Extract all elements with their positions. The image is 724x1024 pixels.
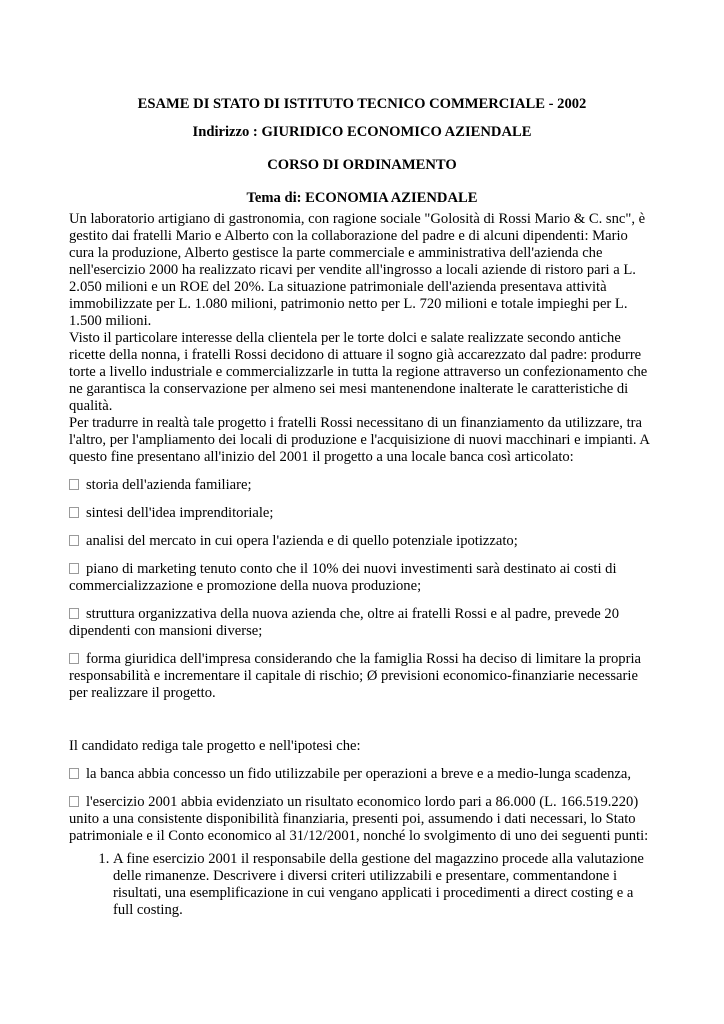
bullet-box-icon bbox=[69, 608, 79, 619]
numbered-item: 1. A fine esercizio 2001 il responsabile della gestione del magazzino procede alla valutazione delle rimanenze. Descrivere i diversi criteri utilizzabili e presentare, commentandone i risultati, una esemplificazione in cui vengano applicati i procedimenti a direct costing e a full costing. bbox=[113, 851, 655, 919]
exam-course: CORSO DI ORDINAMENTO bbox=[267, 157, 457, 173]
list-item: storia dell'azienda familiare; bbox=[69, 477, 655, 494]
numbered-list bbox=[69, 851, 655, 919]
list-item: l'esercizio 2001 abbia evidenziato un risultato economico lordo pari a 86.000 (L. 166.519.220) unito a una consistente disponibilità finanziaria, presenti poi, assumendo i dati necessari, lo Stato patrimoniale e il Conto economico al 31/12/2001, nonché lo svolgimento di uno dei seguenti punti: bbox=[69, 794, 649, 844]
bullet-box-icon bbox=[69, 653, 79, 664]
bullet-box-icon bbox=[69, 563, 79, 574]
list-item: analisi del mercato in cui opera l'azienda e di quello potenziale ipotizzato; bbox=[69, 533, 655, 550]
context-paragraph: Visto il particolare interesse della clientela per le torte dolci e salate realizzate secondo antiche ricette della nonna, i fratelli Rossi decidono di attuare il sogno già accarezzato dal padre: produrre torte a livello industriale e commercializzarle in tutta la regione attraverso un confezionamento che ne garantisca la conservazione per almeno sei mesi mantenendone inalterate le caratteristiche di qualità. bbox=[69, 330, 648, 414]
bullet-box-icon bbox=[69, 768, 79, 779]
exam-track: Indirizzo : GIURIDICO ECONOMICO AZIENDALE bbox=[192, 124, 532, 140]
bullet-box-icon bbox=[69, 479, 79, 490]
candidate-instructions: Il candidato rediga tale progetto e nell'ipotesi che: bbox=[69, 738, 361, 754]
bullet-box-icon bbox=[69, 796, 79, 807]
bullet-box-icon bbox=[69, 507, 79, 518]
bullet-box-icon bbox=[69, 535, 79, 546]
list-item: forma giuridica dell'impresa considerando che la famiglia Rossi ha deciso di limitare la propria responsabilità e incrementare il capitale di rischio; Ø previsioni economico-finanziarie necessarie per realizzare il progetto. bbox=[69, 651, 641, 701]
list-item: sintesi dell'idea imprenditoriale; bbox=[69, 505, 655, 522]
intro-paragraph: Un laboratorio artigiano di gastronomia, con ragione sociale "Golosità di Rossi Mario & C. snc", è gestito dai fratelli Mario e Alberto con la collaborazione del padre e di alcuni dipendenti: Mario cura la produzione, Alberto gestisce la parte commerciale e amministrativa dell'azienda che nell'esercizio 2000 ha realizzato ricavi per vendite all'ingrosso a locali aziende di ristoro pari a L. 2.050 milioni e un ROE del 20%. La situazione patrimoniale dell'azienda presentava attività immobilizzate per L. 1.080 milioni, patrimonio netto per L. 720 milioni e totale impieghi per L. 1.500 milioni. bbox=[69, 211, 646, 329]
financing-paragraph: Per tradurre in realtà tale progetto i fratelli Rossi necessitano di un finanziamento da utilizzare, tra l'altro, per l'ampliamento dei locali di produzione e l'acquisizione di nuovi macchinari e impianti. A questo fine presentano all'inizio del 2001 il progetto a una locale banca così articolato: bbox=[69, 415, 650, 465]
exam-subject: Tema di: ECONOMIA AZIENDALE bbox=[246, 190, 478, 206]
list-item: la banca abbia concesso un fido utilizzabile per operazioni a breve e a medio-lunga scadenza, bbox=[69, 766, 655, 783]
list-item: piano di marketing tenuto conto che il 10% dei nuovi investimenti sarà destinato ai costi di commercializzazione e promozione della nuova produzione; bbox=[69, 561, 617, 594]
document-page bbox=[69, 96, 655, 919]
exam-title: ESAME DI STATO DI ISTITUTO TECNICO COMMERCIALE - 2002 bbox=[137, 96, 587, 112]
list-item: struttura organizzativa della nuova azienda che, oltre ai fratelli Rossi e al padre, prevede 20 dipendenti con mansioni diverse; bbox=[69, 606, 619, 639]
